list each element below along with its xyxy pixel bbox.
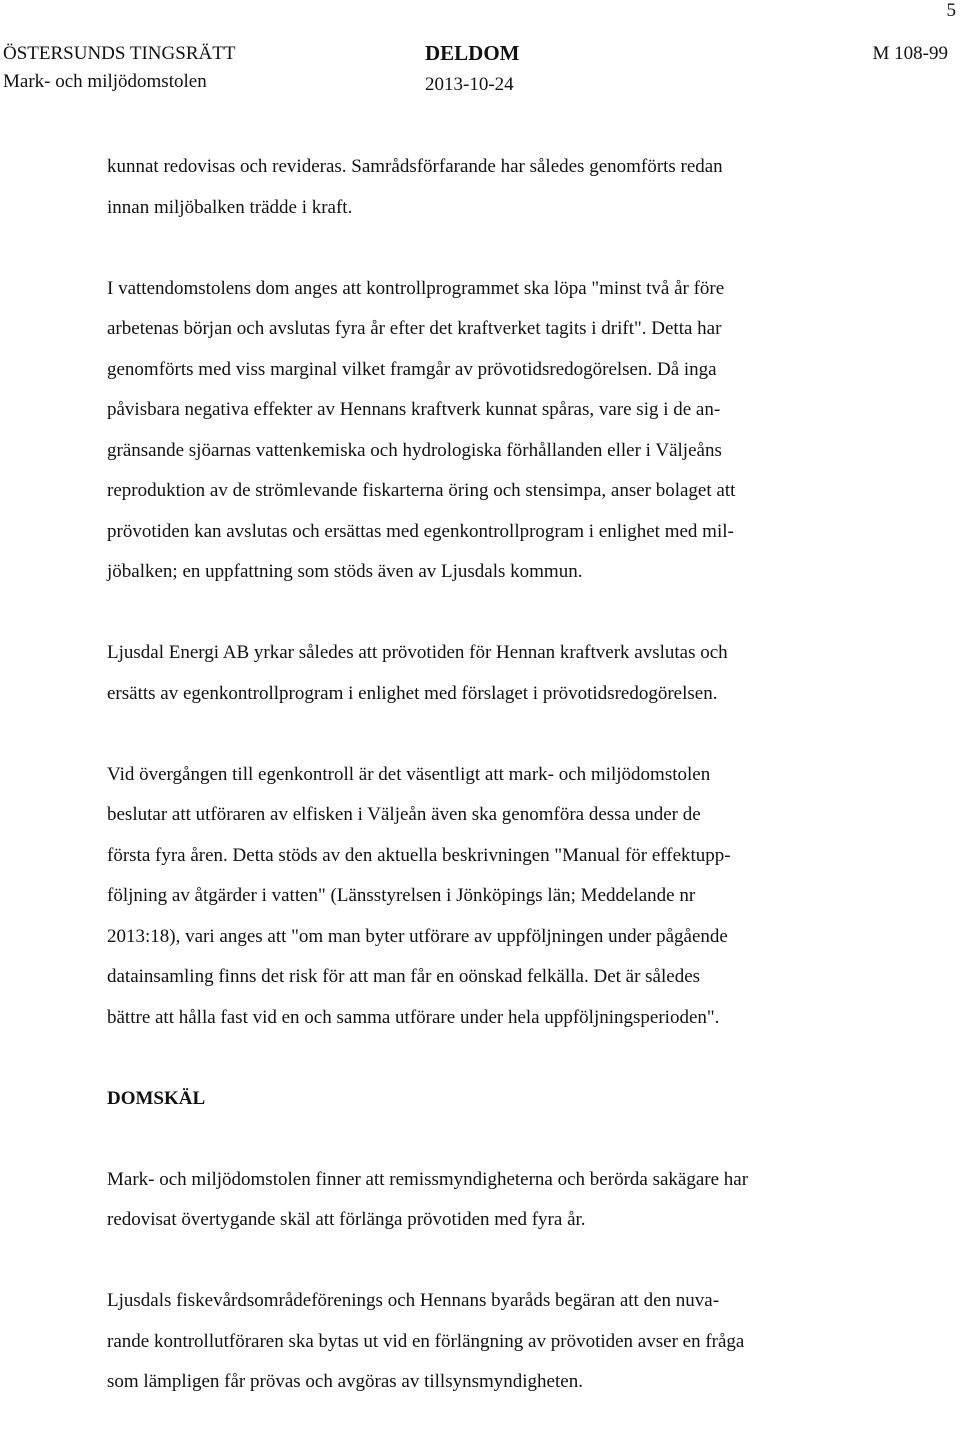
text-line: följning av åtgärder i vatten" (Länsstyrelsen i Jönköpings län; Meddelande nr <box>107 885 696 906</box>
text-line: prövotiden kan avslutas och ersättas med egenkontrollprogram i enlighet med mil- <box>107 520 734 542</box>
text-line: I vattendomstolens dom anges att kontrollprogrammet ska löpa "minst två år före <box>107 277 725 299</box>
paragraph-transition <box>107 755 907 1039</box>
text-line: rande kontrollutföraren ska bytas ut vid en förlängning av prövotiden avser en fråga <box>107 1330 745 1352</box>
text-line: arbetenas början och avslutas fyra år efter det kraftverket tagits i drift". Detta har <box>107 318 722 339</box>
text-line: påvisbara negativa effekter av Hennans kraftverk kunnat spåras, vare sig i de an- <box>107 399 721 420</box>
paragraph-claim <box>107 633 907 714</box>
document-date: 2013-10-24 <box>425 74 514 95</box>
text-line: gränsande sjöarnas vattenkemiska och hydrologiska förhållanden eller i Väljeåns <box>107 439 722 461</box>
paragraph-reasons-supervisor <box>107 1281 907 1403</box>
text-line: jöbalken; en uppfattning som stöds även av Ljusdals kommun. <box>107 561 583 582</box>
text-line: Vid övergången till egenkontroll är det väsentligt att mark- och miljödomstolen <box>107 763 711 785</box>
text-line: reproduktion av de strömlevande fiskarterna öring och stensimpa, anser bolaget att <box>107 480 736 501</box>
text-line: 2013:18), vari anges att "om man byter utförare av uppföljningen under pågående <box>107 925 728 947</box>
court-division: Mark- och miljödomstolen <box>3 71 207 92</box>
text-line: Mark- och miljödomstolen finner att remissmyndigheterna och berörda sakägare har <box>107 1168 749 1190</box>
text-line: datainsamling finns det risk för att man får en oönskad felkälla. Det är således <box>107 966 701 987</box>
text-line: Ljusdal Energi AB yrkar således att prövotiden för Hennan kraftverk avslutas och <box>107 642 728 663</box>
text-line: första fyra åren. Detta stöds av den aktuella beskrivningen "Manual för effektupp- <box>107 844 731 866</box>
paragraph-consultation <box>107 147 907 228</box>
section-heading: DOMSKÄL <box>107 1087 206 1109</box>
text-line: som lämpligen får prövas och avgöras av tillsynsmyndigheten. <box>107 1371 583 1392</box>
paragraph-control-programme <box>107 269 907 593</box>
text-line: genomförts med viss marginal vilket framgår av prövotidsredogörelsen. Då inga <box>107 358 717 380</box>
text-line: Ljusdals fiskevårdsområdeförenings och Hennans byaråds begäran att den nuva- <box>107 1290 720 1311</box>
text-line: innan miljöbalken trädde i kraft. <box>107 196 353 218</box>
text-line: ersätts av egenkontrollprogram i enlighet med förslaget i prövotidsredogörelsen. <box>107 682 718 704</box>
document-body <box>107 147 907 1443</box>
text-line: kunnat redovisas och revideras. Samrådsförfarande har således genomförts redan <box>107 156 723 177</box>
paragraph-reasons-extension <box>107 1160 907 1241</box>
court-name: ÖSTERSUNDS TINGSRÄTT <box>3 43 236 64</box>
document-type: DELDOM <box>425 41 520 65</box>
case-number: M 108-99 <box>872 43 948 64</box>
text-line: bättre att hålla fast vid en och samma utförare under hela uppföljningsperioden". <box>107 1006 720 1028</box>
page-number: 5 <box>946 0 956 21</box>
text-line: beslutar att utföraren av elfisken i Väljeån även ska genomföra dessa under de <box>107 804 701 825</box>
text-line: redovisat övertygande skäl att förlänga prövotiden med fyra år. <box>107 1209 586 1230</box>
